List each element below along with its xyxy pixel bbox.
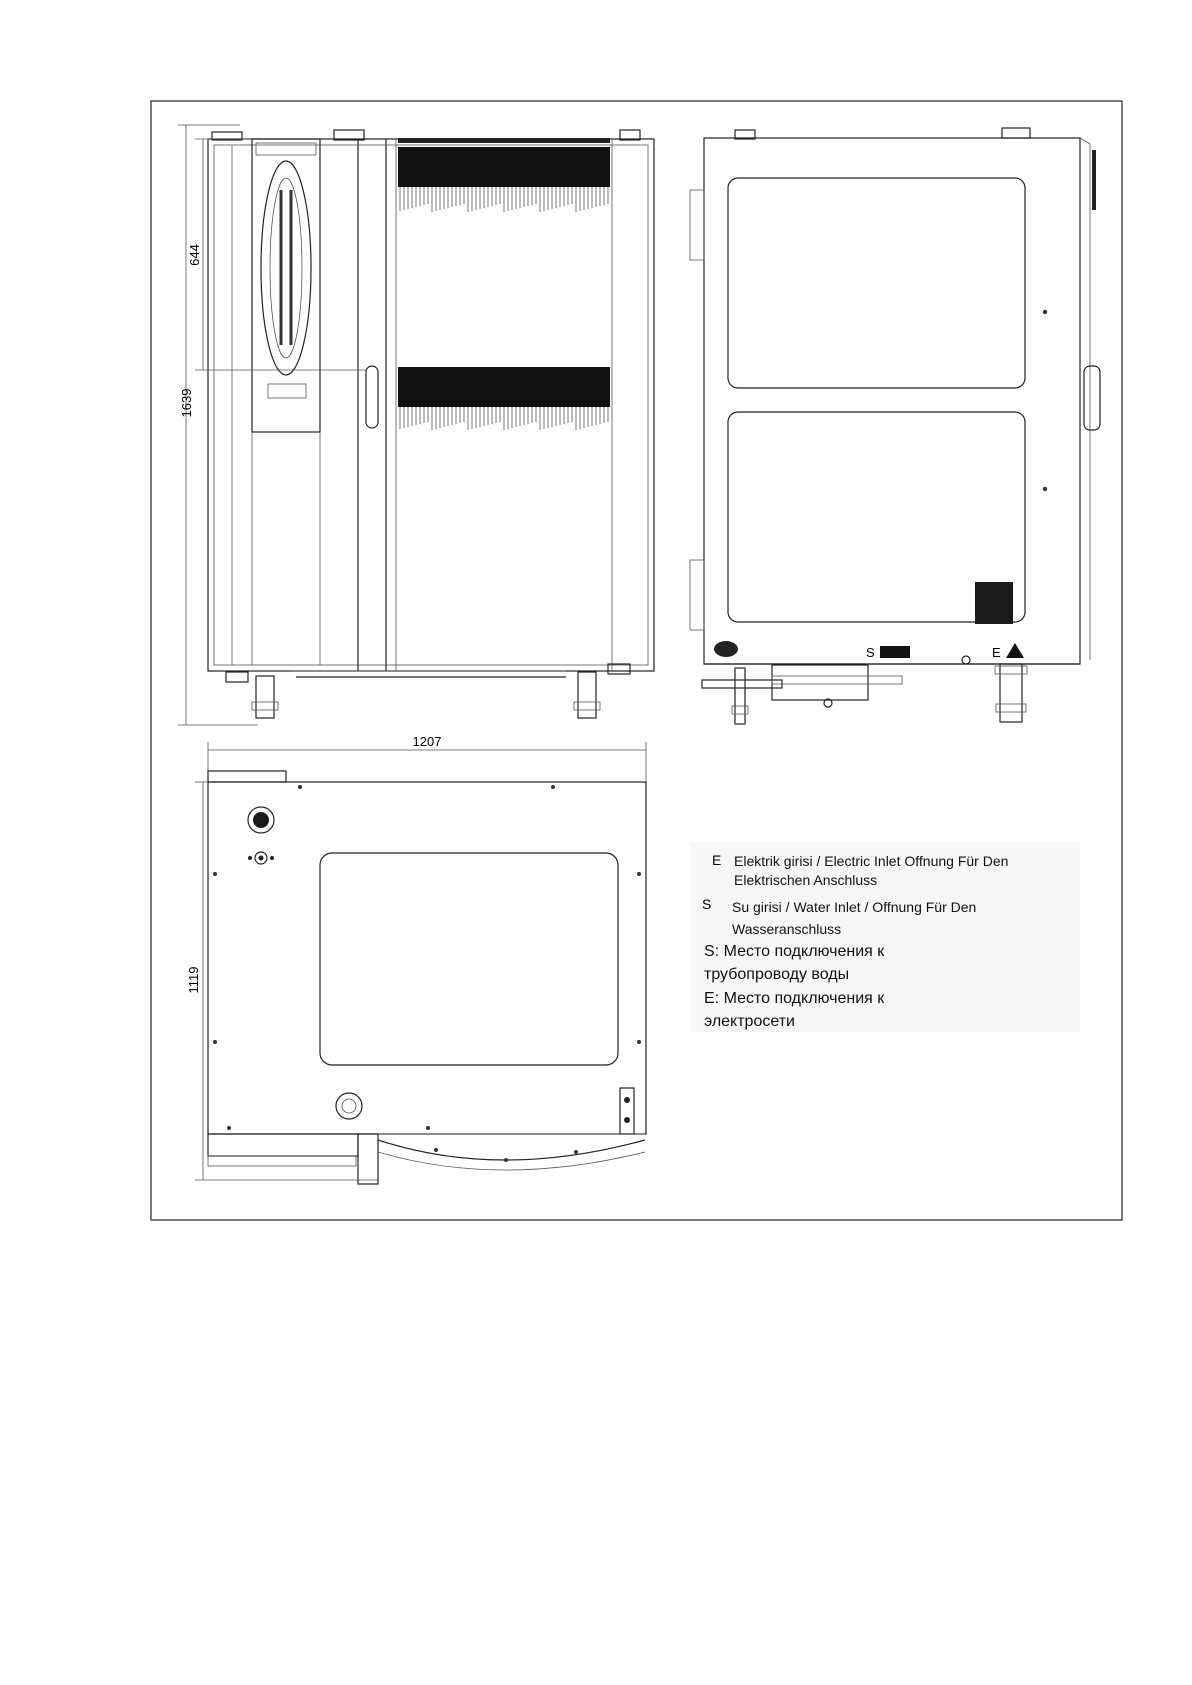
front-height-dimension: 1639	[179, 388, 194, 418]
control-panel	[252, 139, 320, 432]
side-panel-upper	[728, 178, 1025, 388]
depth-dimension: 1119	[186, 966, 201, 994]
side-view	[690, 128, 1100, 724]
top-view	[186, 734, 646, 1184]
drawing-frame	[151, 101, 1122, 1220]
legend-ru-s-line2: трубопроводу воды	[704, 966, 850, 983]
legend-e-line2: Elektrischen Anschluss	[734, 872, 878, 888]
foot	[256, 676, 274, 718]
panel-height-dimension: 644	[187, 244, 202, 266]
water-inlet	[880, 646, 910, 658]
foot	[578, 672, 596, 718]
door-handle	[366, 366, 378, 428]
foot	[1000, 664, 1022, 722]
legend-ru-e-line2: электросети	[704, 1013, 795, 1030]
oven-racks	[398, 138, 610, 407]
warning-triangle-icon	[1006, 643, 1024, 658]
service-plate	[975, 582, 1013, 624]
legend-s-line1: Su girisi / Water Inlet / Offnung Für Den	[732, 899, 977, 915]
legend-e-line1: Elektrik girisi / Electric Inlet Offnung Für Den	[734, 853, 1009, 869]
control-panel-display	[261, 161, 311, 375]
width-dimension: 1207	[412, 734, 442, 749]
legend-key-s: S	[702, 896, 712, 912]
legend-s-line2: Wasseranschluss	[732, 921, 842, 937]
front-view	[178, 125, 654, 725]
legend-ru-e-line1: E: Место подключения к	[704, 990, 885, 1007]
legend-key-e: E	[712, 852, 722, 868]
water-inlet-label: S	[866, 645, 875, 660]
brand-badge	[268, 384, 306, 398]
electric-inlet-label: E	[992, 645, 1001, 660]
drain-outlet	[714, 641, 738, 657]
side-door-handle	[1084, 366, 1100, 430]
legend	[690, 842, 1080, 1032]
top-panel	[320, 853, 618, 1065]
connector-icon	[336, 1093, 362, 1119]
legend-ru-s-line1: S: Место подключения к	[704, 943, 885, 960]
